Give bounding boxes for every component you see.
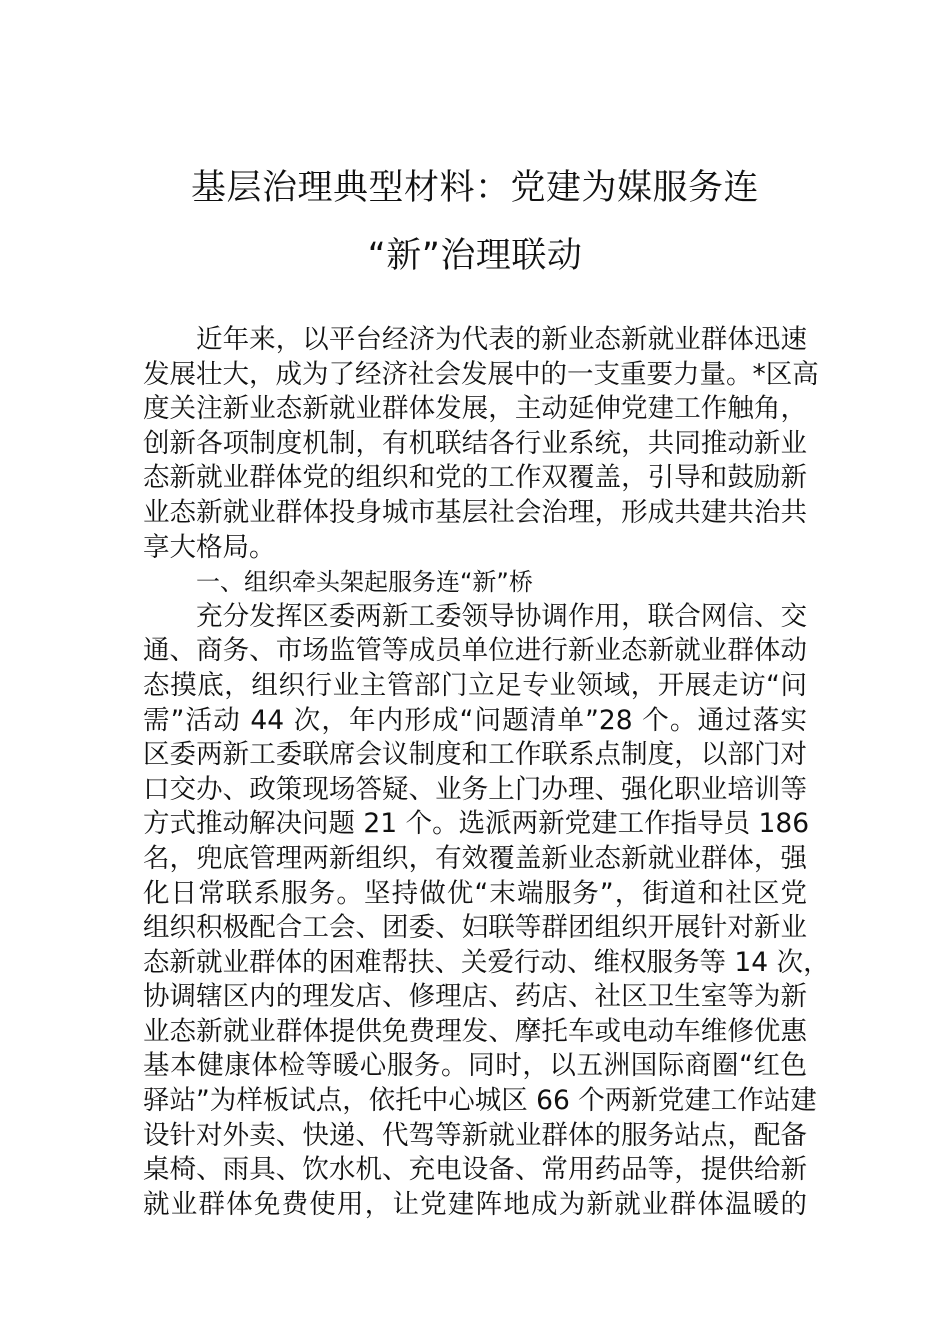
section-line: 设针对外卖、快递、代驾等新就业群体的服务站点，配备 (143, 1119, 807, 1151)
section-line: 区委两新工委联席会议制度和工作联系点制度，以部门对 (143, 739, 807, 771)
section-line: 方式推动解决问题 21 个。选派两新党建工作指导员 186 (143, 808, 810, 840)
intro-line: 创新各项制度机制，有机联结各行业系统，共同推动新业 (143, 427, 807, 459)
intro-line: 发展壮大，成为了经济社会发展中的一支重要力量。*区高 (143, 358, 819, 390)
section-line: 态摸底，组织行业主管部门立足专业领域，开展走访“问 (143, 669, 807, 701)
document-title-line-2: “新”治理联动 (367, 236, 583, 276)
section-line: 业态新就业群体提供免费理发、摩托车或电动车维修优惠 (143, 1015, 807, 1047)
section-line: 口交办、政策现场答疑、业务上门办理、强化职业培训等 (143, 773, 807, 805)
intro-line: 享大格局。 (143, 531, 276, 563)
intro-line: 业态新就业群体投身城市基层社会治理，形成共建共治共 (143, 496, 807, 528)
section-line: 协调辖区内的理发店、修理店、药店、社区卫生室等为新 (143, 981, 807, 1013)
section-line: 名，兜底管理两新组织，有效覆盖新业态新就业群体，强 (143, 842, 807, 874)
section-line: 组织积极配合工会、团委、妇联等群团组织开展针对新业 (143, 912, 807, 944)
section-line: 基本健康体检等暖心服务。同时，以五洲国际商圈“红色 (143, 1050, 807, 1082)
section-line: 需”活动 44 次，年内形成“问题清单”28 个。通过落实 (143, 704, 807, 736)
section-line: 驿站”为样板试点，依托中心城区 66 个两新党建工作站建 (143, 1085, 817, 1117)
intro-line: 近年来，以平台经济为代表的新业态新就业群体迅速 (196, 324, 807, 355)
section-line: 态新就业群体的困难帮扶、关爱行动、维权服务等 14 次， (143, 946, 830, 978)
section-line: 桌椅、雨具、饮水机、充电设备、常用药品等，提供给新 (143, 1154, 807, 1186)
section-line: 充分发挥区委两新工委领导协调作用，联合网信、交 (196, 600, 807, 632)
document-title-line-1: 基层治理典型材料：党建为媒服务连 (190, 168, 759, 208)
intro-line: 态新就业群体党的组织和党的工作双覆盖，引导和鼓励新 (143, 462, 807, 494)
section-heading: 一、组织牵头架起服务连“新”桥 (196, 568, 533, 597)
section-line: 通、商务、市场监管等成员单位进行新业态新就业群体动 (143, 635, 807, 667)
section-line: 化日常联系服务。坚持做优“末端服务”，街道和社区党 (143, 877, 807, 909)
section-line: 就业群体免费使用，让党建阵地成为新就业群体温暖的 (143, 1188, 807, 1220)
intro-line: 度关注新业态新就业群体发展，主动延伸党建工作触角， (143, 393, 807, 425)
document-body (143, 323, 830, 1222)
